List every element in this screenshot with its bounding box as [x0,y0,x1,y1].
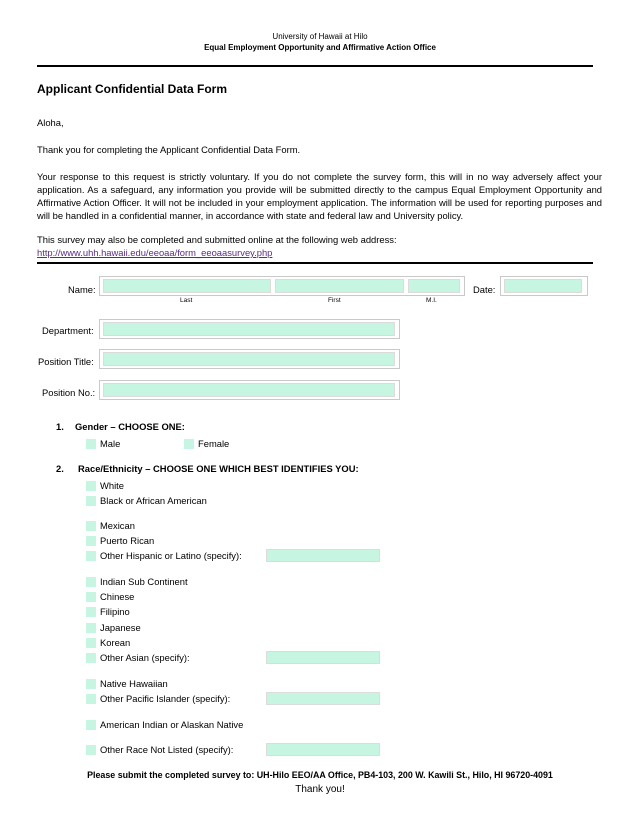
other-race-checkbox[interactable] [86,745,96,755]
other-pacific-islander-checkbox[interactable] [86,694,96,704]
native-hawaiian-option-label: Native Hawaiian [100,678,168,689]
other-asian-option-label: Other Asian (specify): [100,652,190,663]
position-no-label: Position No.: [42,387,96,398]
other-pacific-islander-option-label: Other Pacific Islander (specify): [100,693,231,704]
chinese-checkbox[interactable] [86,592,96,602]
submit-instructions: Please submit the completed survey to: UH-Hilo EEO/AA Office, PB4-103, 200 W. Kawili St., Hilo, HI 96720-4091 [87,770,553,780]
puerto-rican-checkbox[interactable] [86,536,96,546]
japanese-option-label: Japanese [100,622,141,633]
first-sublabel: First [328,297,341,304]
other-race-option-label: Other Race Not Listed (specify): [100,744,234,755]
other-hispanic-specify-input[interactable] [266,549,380,562]
japanese-checkbox[interactable] [86,623,96,633]
puerto-rican-option-label: Puerto Rican [100,535,155,546]
department-input[interactable] [103,322,395,336]
korean-checkbox[interactable] [86,638,96,648]
other-hispanic-checkbox[interactable] [86,551,96,561]
voluntary-paragraph: Your response to this request is strictly voluntary. If you do not complete the survey form, this will in no way adversely affect your application. As a safeguard, any information you provide will be submitted directly to the campus Equal Employment Opportunity and Affirmative Action Officer. It will not be included in your employment application. The information will be used for reporting purposes and will be handled in a confidential manner, in accordance with state and federal law and University policy. [37,171,602,221]
position-no-input[interactable] [103,383,395,397]
male-checkbox[interactable] [86,439,96,449]
date-label: Date: [473,284,496,295]
black-option-label: Black or African American [100,495,207,506]
other-race-specify-input[interactable] [266,743,380,756]
department-label: Department: [42,325,94,336]
black-checkbox[interactable] [86,496,96,506]
other-asian-checkbox[interactable] [86,653,96,663]
chinese-option-label: Chinese [100,591,135,602]
korean-option-label: Korean [100,637,131,648]
filipino-checkbox[interactable] [86,607,96,617]
american-indian-checkbox[interactable] [86,720,96,730]
name-label: Name: [68,284,96,295]
date-input[interactable] [504,279,582,293]
online-survey-link[interactable]: http://www.uhh.hawaii.edu/eeoaa/form_eeoaasurvey.php [37,247,273,258]
position-title-label: Position Title: [38,356,94,367]
female-option-label: Female [198,438,230,449]
form-title: Applicant Confidential Data Form [37,82,228,96]
thanks-paragraph: Thank you for completing the Applicant Confidential Data Form. [37,144,301,155]
office-name: Equal Employment Opportunity and Affirmative Action Office [204,43,436,52]
position-title-field-wrap [99,349,400,369]
thank-you-text: Thank you! [295,784,345,795]
name-field-group [99,276,465,296]
white-checkbox[interactable] [86,481,96,491]
race-number: 2. [56,463,64,474]
department-field-wrap [99,319,400,339]
gender-heading: Gender – CHOOSE ONE: [75,421,185,432]
greeting: Aloha, [37,117,64,128]
first-name-input[interactable] [275,279,404,293]
male-option-label: Male [100,438,121,449]
filipino-option-label: Filipino [100,606,130,617]
female-checkbox[interactable] [184,439,194,449]
position-title-input[interactable] [103,352,395,366]
middle-initial-input[interactable] [408,279,460,293]
indian-sub-continent-option-label: Indian Sub Continent [100,576,188,587]
online-paragraph: This survey may also be completed and submitted online at the following web address: [37,234,397,245]
other-asian-specify-input[interactable] [266,651,380,664]
date-field-wrap [500,276,588,296]
mexican-option-label: Mexican [100,520,135,531]
mexican-checkbox[interactable] [86,521,96,531]
other-pacific-islander-specify-input[interactable] [266,692,380,705]
header-divider [37,65,593,67]
intro-divider [37,262,593,264]
position-no-field-wrap [99,380,400,400]
race-heading: Race/Ethnicity – CHOOSE ONE WHICH BEST IDENTIFIES YOU: [78,463,359,474]
last-name-input[interactable] [103,279,271,293]
indian-sub-continent-checkbox[interactable] [86,577,96,587]
native-hawaiian-checkbox[interactable] [86,679,96,689]
other-hispanic-option-label: Other Hispanic or Latino (specify): [100,550,242,561]
mi-sublabel: M.I. [426,297,437,304]
white-option-label: White [100,480,124,491]
university-name: University of Hawaii at Hilo [272,32,368,41]
last-sublabel: Last [180,297,193,304]
american-indian-option-label: American Indian or Alaskan Native [100,719,244,730]
gender-number: 1. [56,421,64,432]
